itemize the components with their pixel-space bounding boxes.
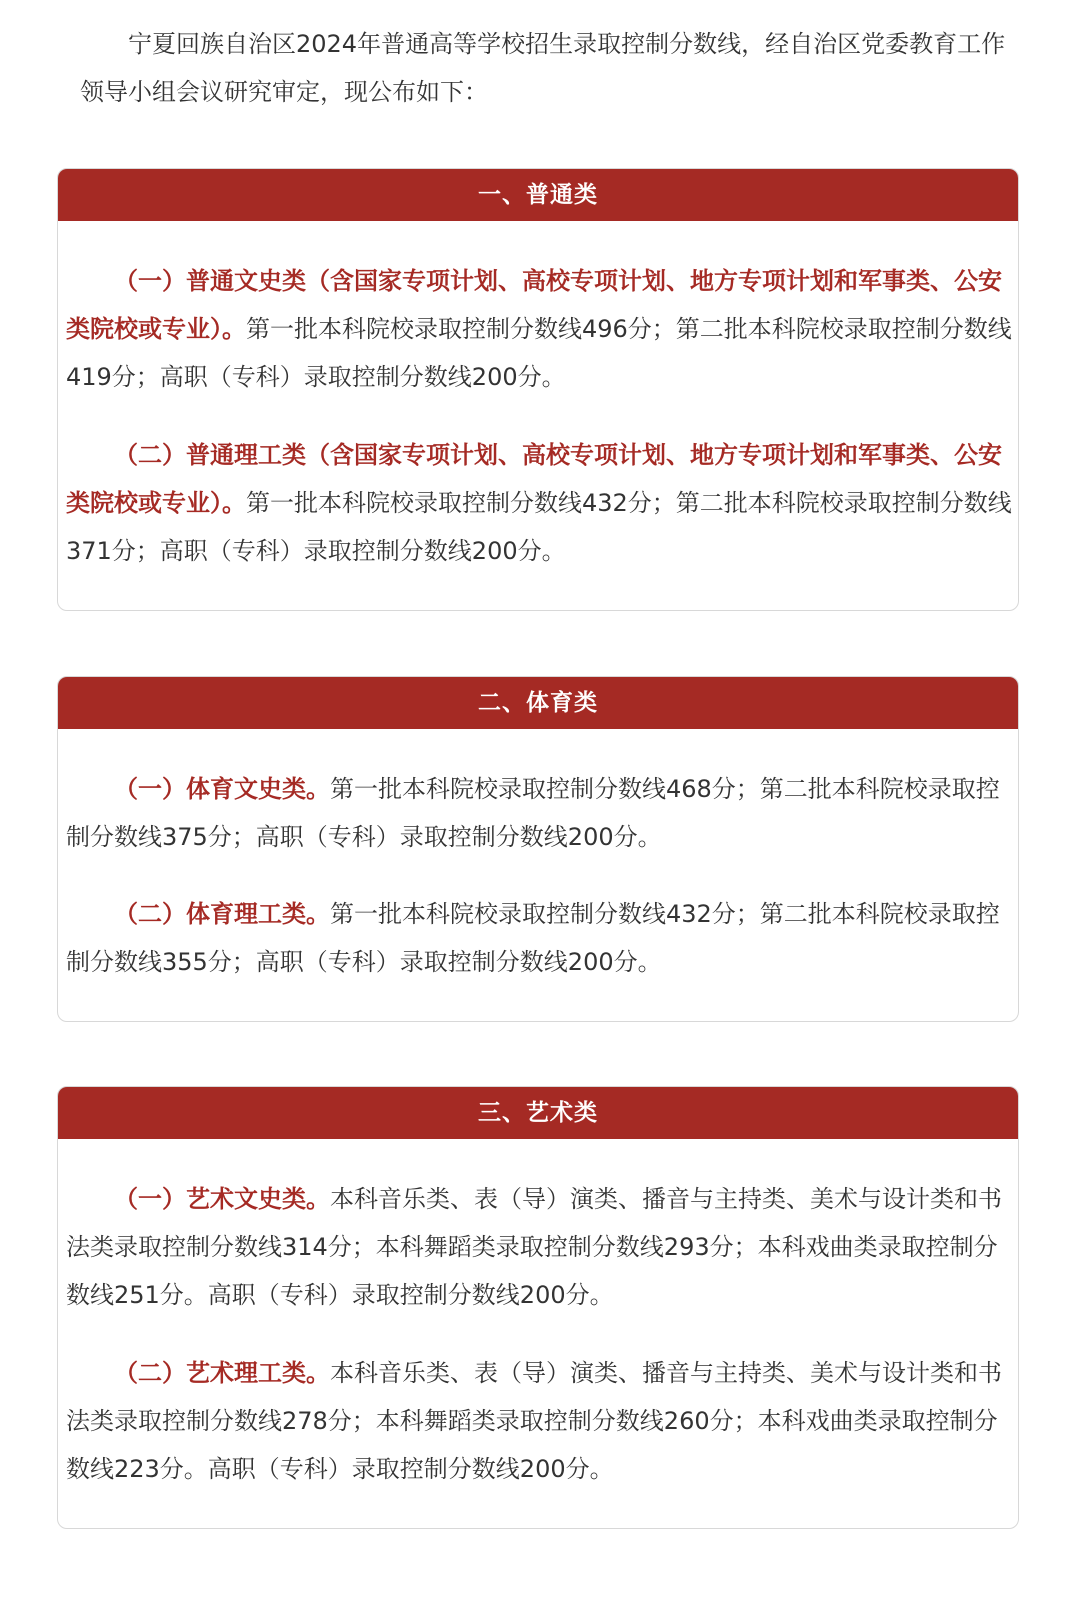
- category-lead: （一）艺术文史类。: [114, 1185, 330, 1213]
- category-scores: 本科音乐类、表（导）演类、播音与主持类、美术与设计类和书法类录取控制分数线314分；本科舞蹈类录取控制分数线293分；本科戏曲类录取控制分数线251分。高职（专科）录取控制分数线200分。: [66, 1185, 1002, 1309]
- category-lead: （二）艺术理工类。: [114, 1359, 330, 1387]
- category-scores: 本科音乐类、表（导）演类、播音与主持类、美术与设计类和书法类录取控制分数线278分；本科舞蹈类录取控制分数线260分；本科戏曲类录取控制分数线223分。高职（专科）录取控制分数线200分。: [66, 1359, 1002, 1483]
- score-paragraph: [66, 765, 1014, 861]
- score-paragraph: [66, 1175, 1014, 1319]
- section-card-arts: [57, 1086, 1019, 1529]
- score-paragraph: [66, 1349, 1014, 1493]
- section-card-general: [57, 168, 1019, 611]
- section-header: 二、体育类: [58, 677, 1018, 729]
- intro-paragraph: 宁夏回族自治区2024年普通高等学校招生录取控制分数线，经自治区党委教育工作领导小组会议研究审定，现公布如下：: [80, 30, 1006, 106]
- category-scores: 第一批本科院校录取控制分数线432分；第二批本科院校录取控制分数线355分；高职（专科）录取控制分数线200分。: [66, 900, 1000, 976]
- score-paragraph: [66, 890, 1014, 986]
- score-paragraph: [66, 257, 1014, 401]
- category-scores: 第一批本科院校录取控制分数线432分；第二批本科院校录取控制分数线371分；高职（专科）录取控制分数线200分。: [66, 489, 1012, 565]
- category-lead: （二）体育理工类。: [114, 900, 330, 928]
- category-lead: （一）普通文史类（含国家专项计划、高校专项计划、地方专项计划和军事类、公安类院校或专业）。: [66, 267, 1002, 343]
- score-paragraph: [66, 431, 1014, 575]
- category-scores: 第一批本科院校录取控制分数线496分；第二批本科院校录取控制分数线419分；高职（专科）录取控制分数线200分。: [66, 315, 1012, 391]
- section-header: 三、艺术类: [58, 1087, 1018, 1139]
- section-header: 一、普通类: [58, 169, 1018, 221]
- section-card-sports: [57, 676, 1019, 1022]
- category-lead: （一）体育文史类。: [114, 775, 330, 803]
- category-lead: （二）普通理工类（含国家专项计划、高校专项计划、地方专项计划和军事类、公安类院校或专业）。: [66, 441, 1002, 517]
- category-scores: 第一批本科院校录取控制分数线468分；第二批本科院校录取控制分数线375分；高职（专科）录取控制分数线200分。: [66, 775, 1000, 851]
